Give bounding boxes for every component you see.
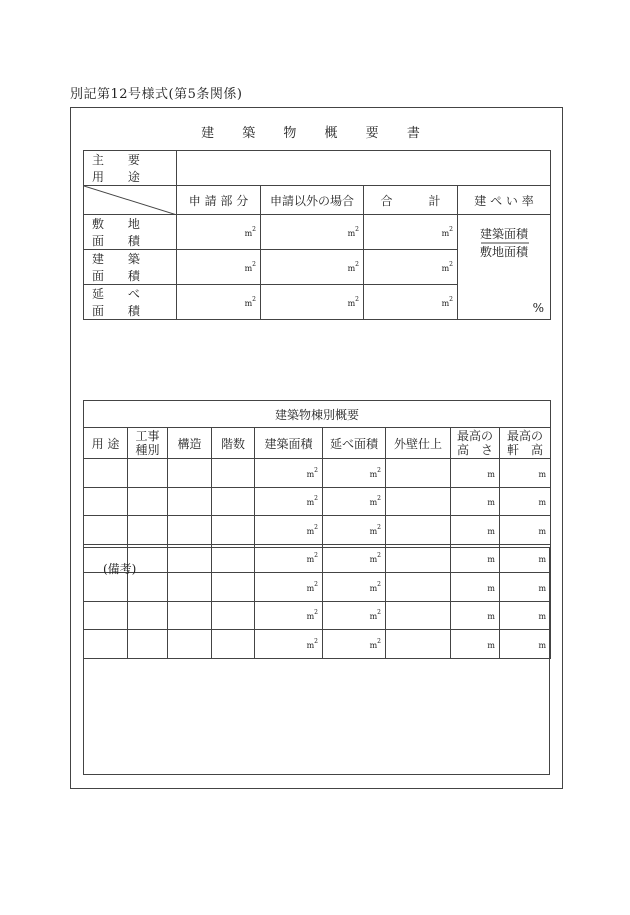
cell-exterior[interactable]: [386, 487, 451, 516]
cell-eave-height[interactable]: m: [500, 516, 551, 545]
site-area-applied[interactable]: $m^2$: [177, 215, 261, 250]
cell-work-type[interactable]: [128, 516, 168, 545]
cell-max-height[interactable]: m: [451, 459, 500, 488]
header-eave-height: 最高の 軒 高: [500, 428, 551, 459]
remarks-field[interactable]: [83, 547, 550, 775]
header-use: 用 途: [84, 428, 128, 459]
building-area-total[interactable]: $m^2$: [364, 250, 458, 285]
row-label-total-floor-area: 延 べ 面 積: [84, 285, 177, 320]
cell-building-area[interactable]: $m^2$: [255, 630, 323, 659]
col-total-header: 合 計: [364, 186, 458, 215]
cell-floor-area[interactable]: $m^2$: [323, 487, 386, 516]
header-max-height: 最高の 高 さ: [451, 428, 500, 459]
cell-eave-height[interactable]: m: [500, 544, 551, 573]
cell-exterior[interactable]: [386, 459, 451, 488]
col-other-header: 申請以外の場合: [261, 186, 364, 215]
cell-structure[interactable]: [168, 459, 212, 488]
main-use-label: 主 要 用 途: [84, 151, 177, 186]
cell-structure[interactable]: [168, 516, 212, 545]
header-building-area: 建築面積: [255, 428, 323, 459]
site-area-total[interactable]: $m^2$: [364, 215, 458, 250]
cell-max-height[interactable]: m: [451, 487, 500, 516]
cell-floor-area[interactable]: $m^2$: [323, 516, 386, 545]
cell-eave-height[interactable]: m: [500, 601, 551, 630]
header-work-type: 工事 種別: [128, 428, 168, 459]
table-row: [84, 459, 551, 488]
coverage-ratio-cell[interactable]: [458, 215, 551, 320]
cell-building-area[interactable]: $m^2$: [255, 487, 323, 516]
cell-floor-area[interactable]: $m^2$: [323, 544, 386, 573]
form-title: 建 築 物 概 要 書: [201, 126, 432, 141]
cell-max-height[interactable]: m: [451, 516, 500, 545]
header-structure: 構造: [168, 428, 212, 459]
cell-max-height[interactable]: m: [451, 544, 500, 573]
cell-structure[interactable]: [168, 487, 212, 516]
form-frame: [70, 107, 563, 789]
building-area-applied[interactable]: $m^2$: [177, 250, 261, 285]
cell-floors[interactable]: [212, 516, 255, 545]
cell-work-type[interactable]: [128, 459, 168, 488]
diagonal-line: [84, 186, 177, 215]
cell-use[interactable]: [84, 487, 128, 516]
diagonal-cell: [84, 186, 177, 215]
cell-eave-height[interactable]: m: [500, 630, 551, 659]
cell-eave-height[interactable]: m: [500, 459, 551, 488]
site-area-other[interactable]: $m^2$: [261, 215, 364, 250]
summary-table: [83, 150, 551, 320]
form-number-label: 別記第12号様式(第5条関係): [70, 87, 243, 102]
cell-work-type[interactable]: [128, 487, 168, 516]
cell-building-area[interactable]: $m^2$: [255, 573, 323, 602]
row-label-site-area: 敷 地 面 積: [84, 215, 177, 250]
cell-max-height[interactable]: m: [451, 630, 500, 659]
cell-eave-height[interactable]: m: [500, 573, 551, 602]
building-area-other[interactable]: $m^2$: [261, 250, 364, 285]
table-row: [84, 487, 551, 516]
col-applied-header: 申 請 部 分: [177, 186, 261, 215]
cell-building-area[interactable]: $m^2$: [255, 459, 323, 488]
cell-building-area[interactable]: $m^2$: [255, 516, 323, 545]
cell-floor-area[interactable]: $m^2$: [323, 630, 386, 659]
header-exterior: 外壁仕上: [386, 428, 451, 459]
table-row: [84, 516, 551, 545]
main-use-field[interactable]: [177, 151, 551, 186]
coverage-denominator: 敷地面積: [479, 245, 528, 259]
col-coverage-header: 建 ぺ い 率: [458, 186, 551, 215]
fraction-line: [481, 242, 529, 244]
remarks-label: (備考): [103, 562, 137, 576]
cell-building-area[interactable]: $m^2$: [255, 601, 323, 630]
cell-exterior[interactable]: [386, 516, 451, 545]
building-section-title: 建築物棟別概要: [84, 401, 551, 428]
header-floors: 階数: [212, 428, 255, 459]
cell-max-height[interactable]: m: [451, 573, 500, 602]
floor-area-applied[interactable]: $m^2$: [177, 285, 261, 320]
coverage-numerator: 建築面積: [479, 227, 528, 241]
header-total-floor-area: 延べ面積: [323, 428, 386, 459]
cell-floor-area[interactable]: $m^2$: [323, 601, 386, 630]
cell-building-area[interactable]: $m^2$: [255, 544, 323, 573]
cell-floor-area[interactable]: $m^2$: [323, 459, 386, 488]
cell-eave-height[interactable]: m: [500, 487, 551, 516]
cell-use[interactable]: [84, 459, 128, 488]
percent-sign: %: [532, 301, 544, 315]
floor-area-other[interactable]: $m^2$: [261, 285, 364, 320]
cell-floors[interactable]: [212, 487, 255, 516]
cell-floors[interactable]: [212, 459, 255, 488]
cell-floor-area[interactable]: $m^2$: [323, 573, 386, 602]
floor-area-total[interactable]: $m^2$: [364, 285, 458, 320]
row-label-building-area: 建 築 面 積: [84, 250, 177, 285]
cell-use[interactable]: [84, 516, 128, 545]
cell-max-height[interactable]: m: [451, 601, 500, 630]
